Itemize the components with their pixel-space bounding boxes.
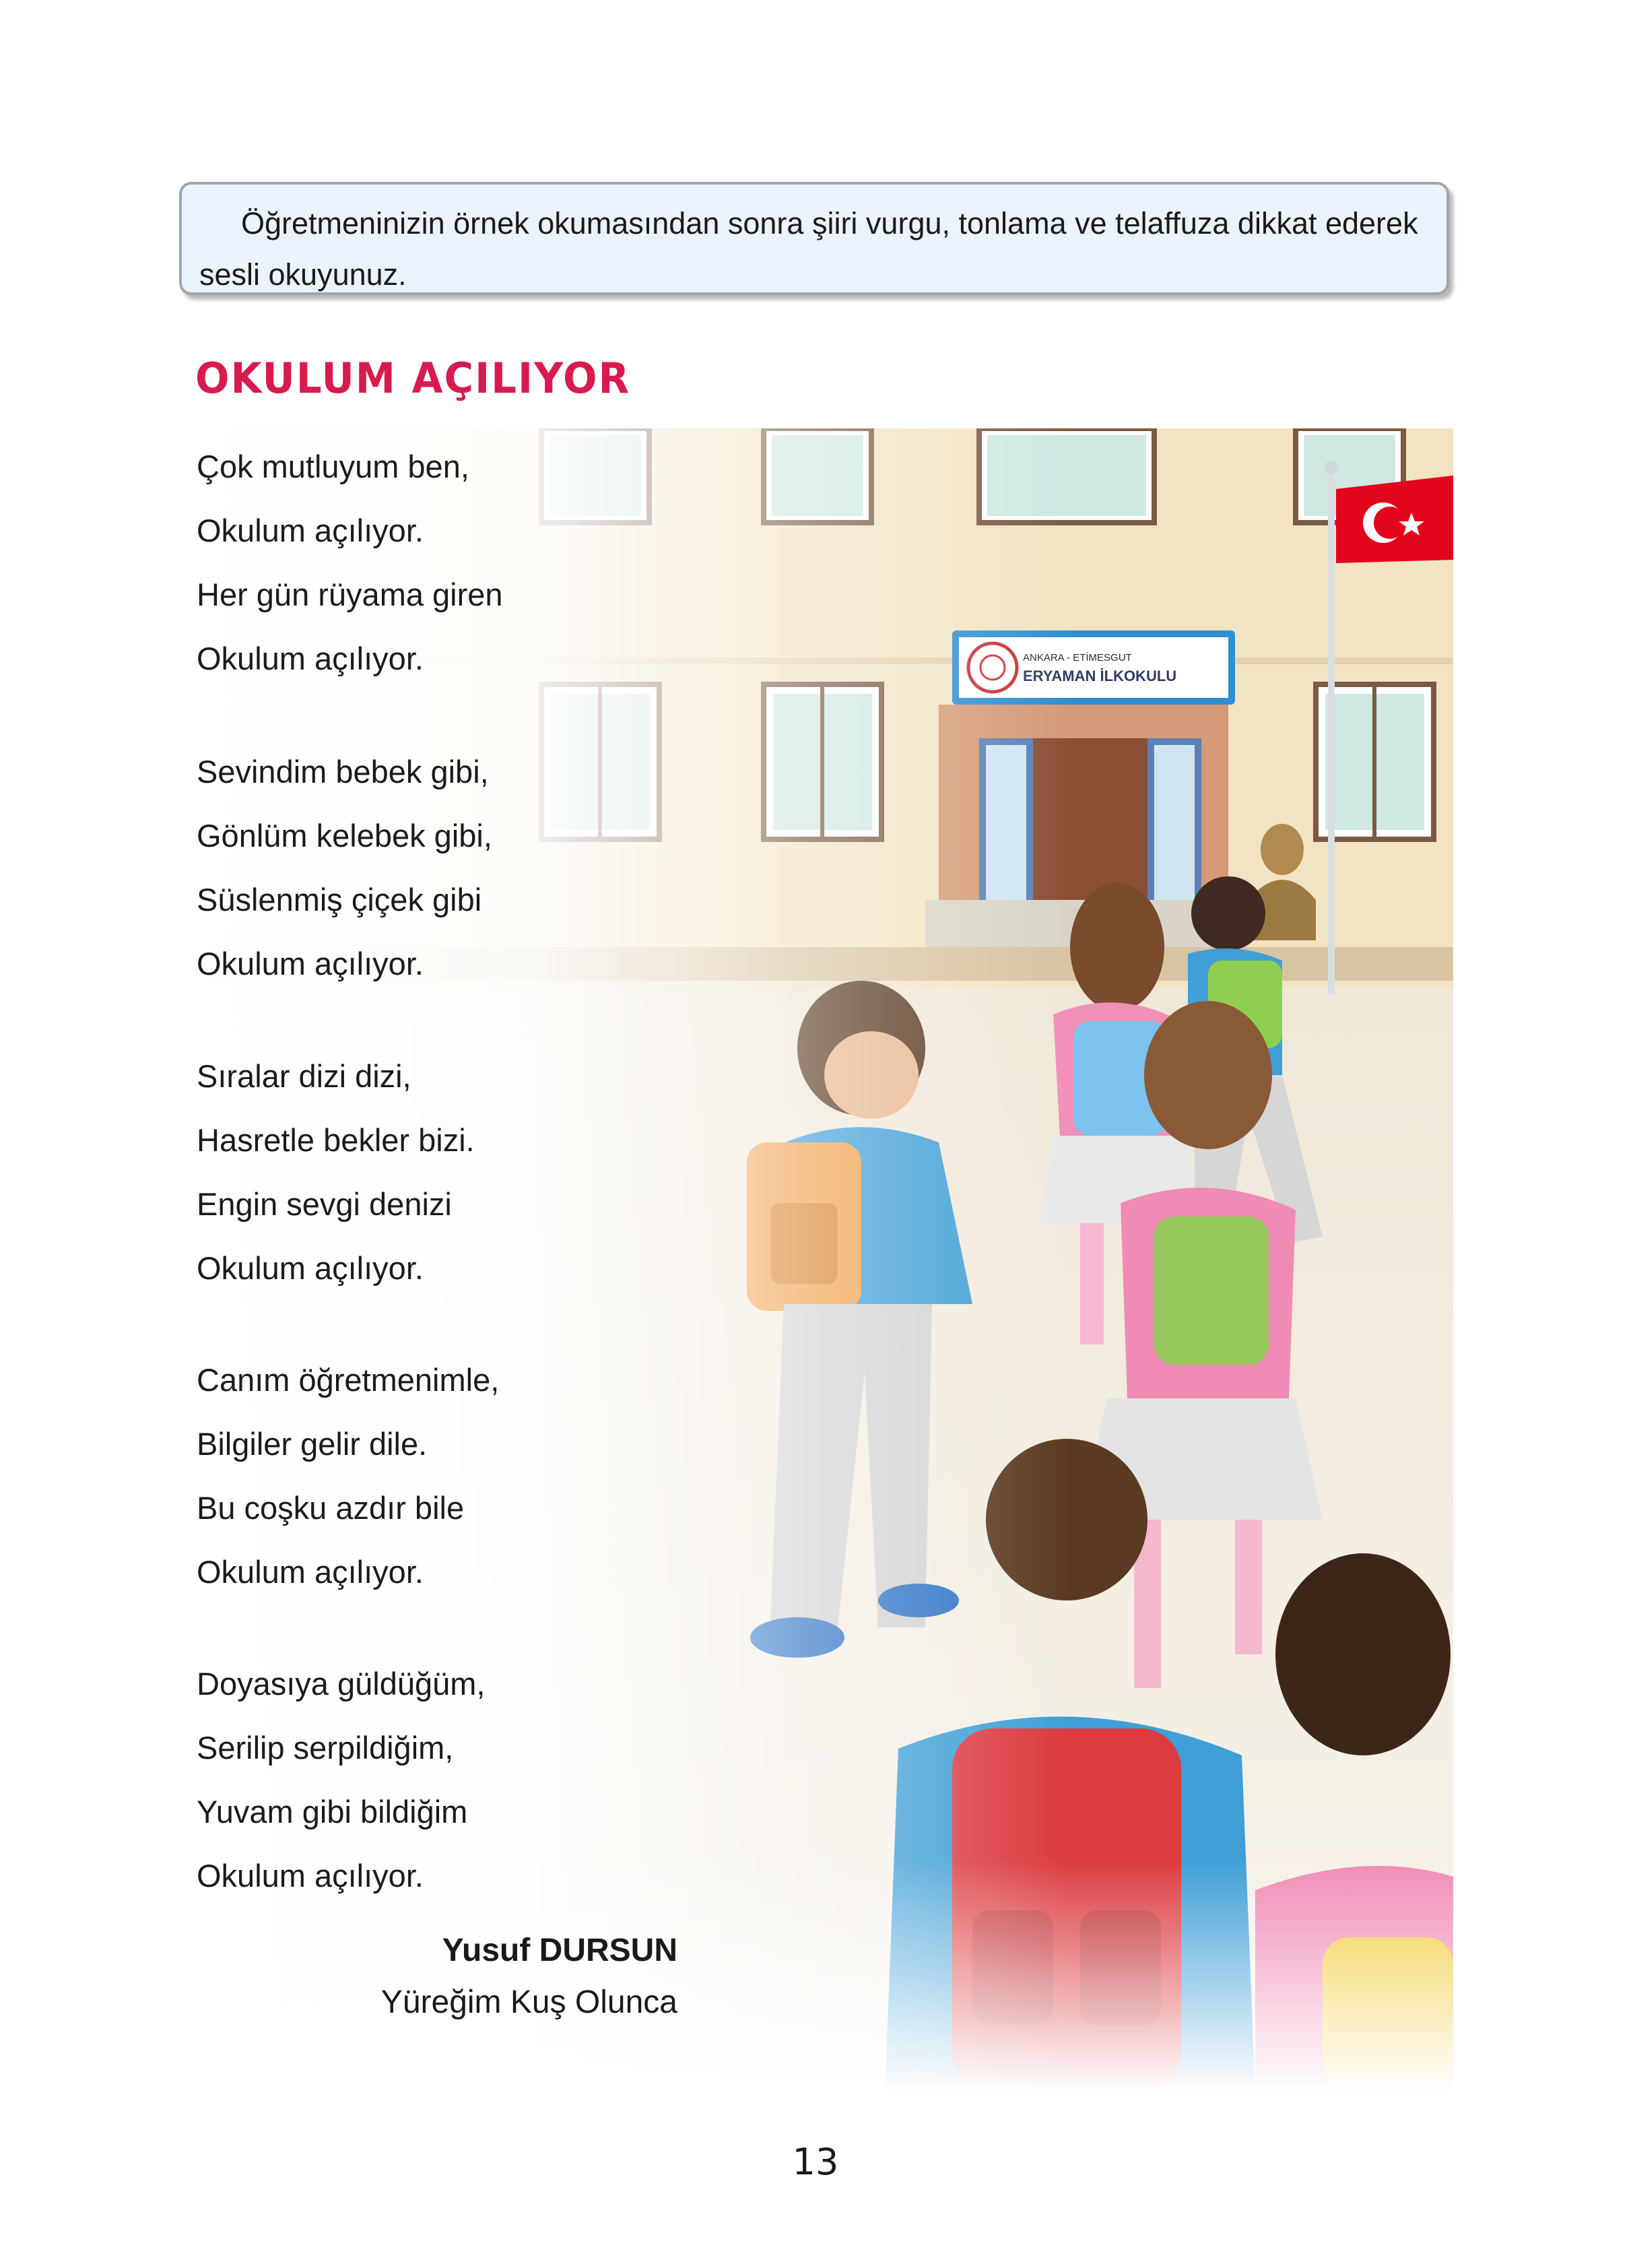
instruction-box — [179, 182, 1449, 295]
poem-line: Bu coşku azdır bile — [197, 1490, 465, 1526]
page-number: 13 — [792, 2141, 839, 2183]
stanza-5 — [197, 1652, 485, 1908]
poem-source: Yüreğim Kuş Olunca — [380, 1984, 677, 2020]
poem-line: Sevindim bebek gibi, — [197, 754, 489, 789]
stanza-1 — [197, 434, 503, 690]
poem-line: Her gün rüyama giren — [197, 577, 503, 612]
poem-line: Hasretle bekler bizi. — [197, 1122, 475, 1158]
poem-line: Canım öğretmenimle, — [197, 1362, 500, 1398]
poem-line: Engin sevgi denizi — [197, 1186, 452, 1222]
stanza-4 — [197, 1348, 499, 1604]
poem-line: Okulum açılıyor. — [197, 1554, 424, 1590]
stanza-2 — [197, 740, 492, 996]
poem-line: Gönlüm kelebek gibi, — [197, 818, 492, 853]
poem-line: Okulum açılıyor. — [197, 1858, 424, 1893]
poem-line: Okulum açılıyor. — [197, 946, 424, 981]
poem-line: Bilgiler gelir dile. — [197, 1426, 428, 1462]
poem-line: Okulum açılıyor. — [197, 513, 424, 548]
poem-line: Süslenmiş çiçek gibi — [197, 882, 482, 917]
poem-line: Sıralar dizi dizi, — [197, 1058, 411, 1094]
stanza-3 — [197, 1044, 475, 1300]
poem-author: Yusuf DURSUN — [442, 1933, 677, 1968]
instruction-text: Öğretmeninizin örnek okumasından sonra şiiri vurgu, tonlama ve telaffuza dikkat ederek sesli okuyunuz. — [199, 206, 1418, 292]
poem-line: Okulum açılıyor. — [197, 1250, 424, 1286]
poem-line: Okulum açılıyor. — [197, 641, 424, 676]
poem-line: Doyasıya güldüğüm, — [197, 1666, 486, 1702]
poem-line: Yuvam gibi bildiğim — [197, 1794, 468, 1829]
poem-line: Çok mutluyum ben, — [197, 449, 469, 484]
poem-line: Serilip serpildiğim, — [197, 1730, 454, 1765]
poem-title: OKULUM AÇILIYOR — [195, 354, 631, 403]
